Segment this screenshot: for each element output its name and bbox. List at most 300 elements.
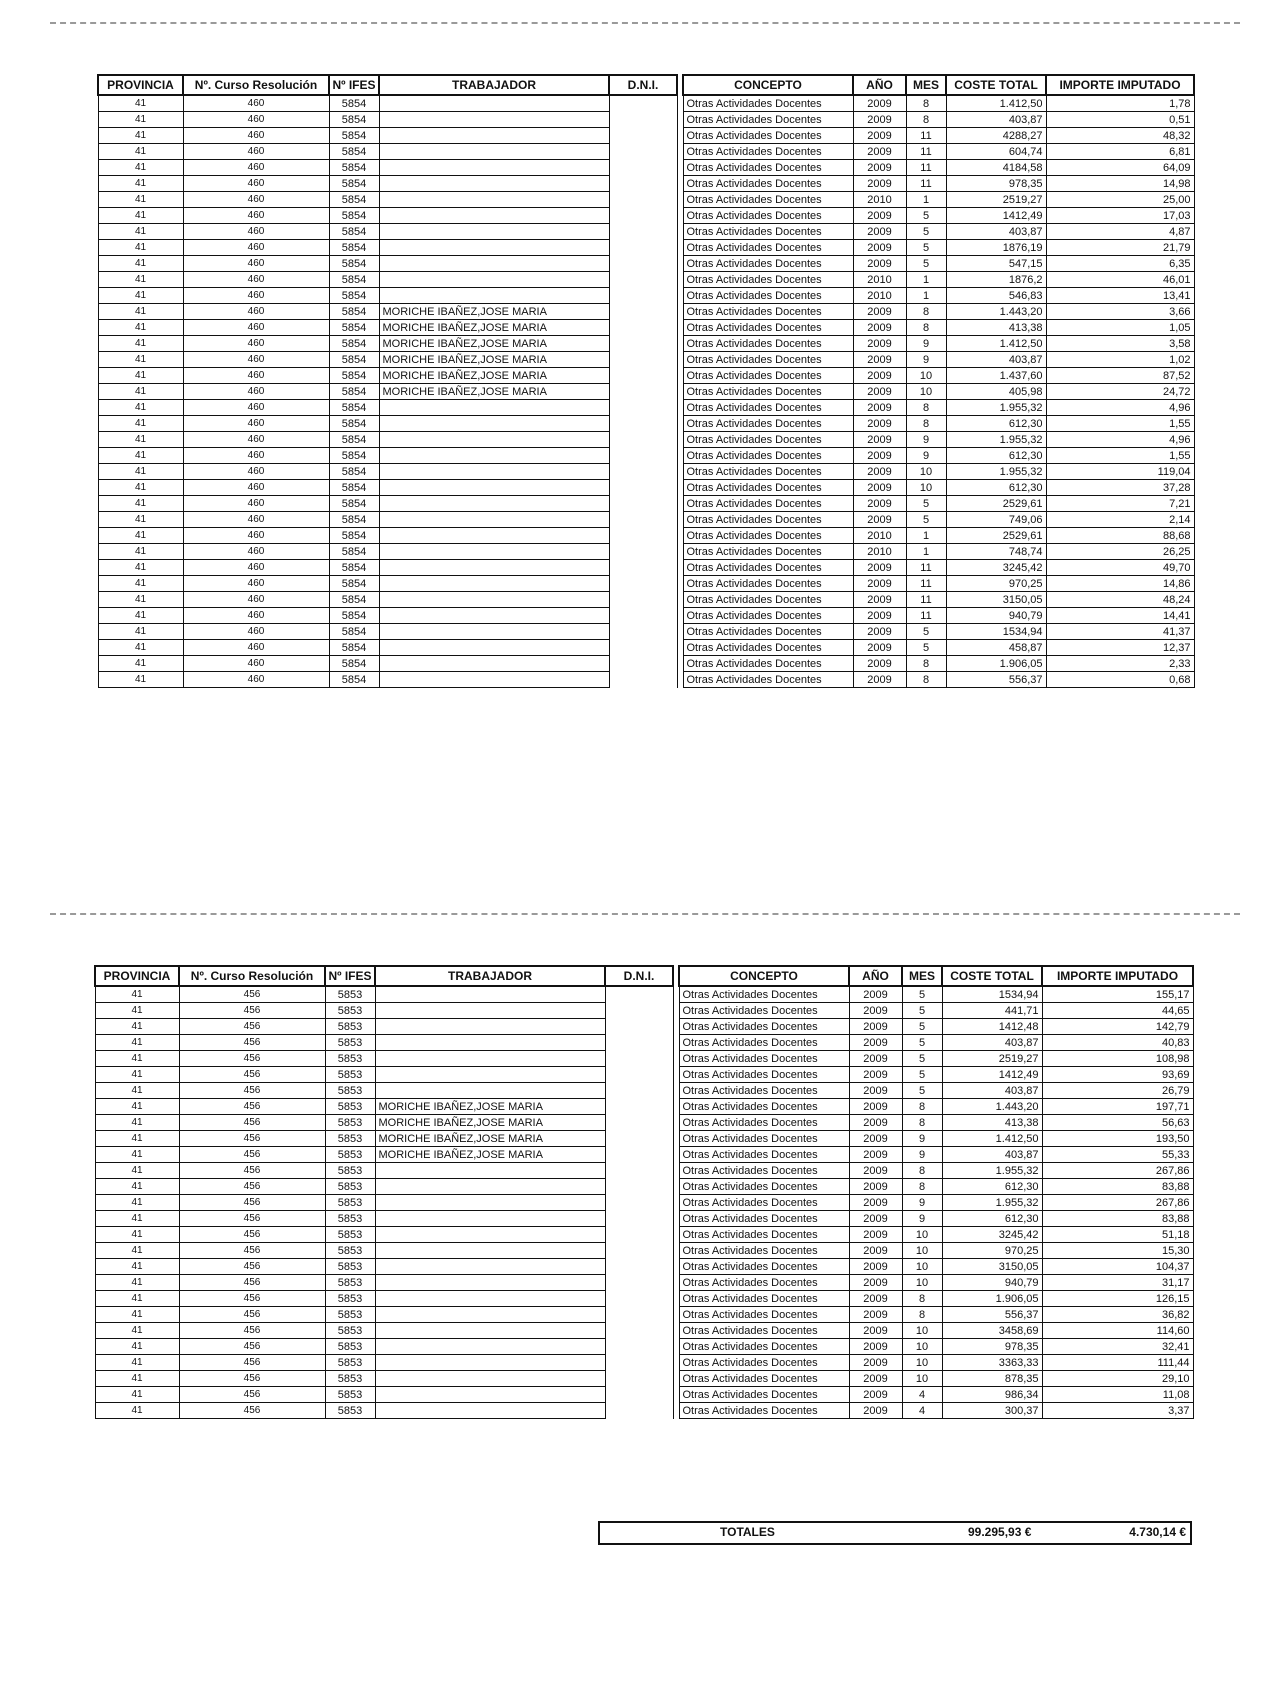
mes-cell: 10 — [906, 480, 946, 496]
curso-cell: 456 — [179, 1211, 325, 1227]
dni-cell — [605, 1115, 673, 1131]
concepto-cell: Otras Actividades Docentes — [679, 1275, 849, 1291]
anio-cell: 2009 — [849, 1195, 902, 1211]
mes-cell: 10 — [902, 1355, 942, 1371]
ifes-cell: 5853 — [325, 1227, 375, 1243]
importe-cell: 14,86 — [1046, 576, 1194, 592]
concepto-cell: Otras Actividades Docentes — [683, 192, 853, 208]
importe-cell: 48,24 — [1046, 592, 1194, 608]
dni-cell — [609, 288, 677, 304]
ifes-cell: 5854 — [329, 160, 379, 176]
concepto-cell: Otras Actividades Docentes — [679, 1099, 849, 1115]
ifes-cell: 5854 — [329, 640, 379, 656]
coste-cell: 878,35 — [942, 1371, 1042, 1387]
importe-cell: 1,55 — [1046, 416, 1194, 432]
curso-cell: 460 — [183, 95, 329, 112]
trabajador-cell — [375, 1019, 605, 1035]
dni-cell — [605, 1227, 673, 1243]
mes-cell: 1 — [906, 272, 946, 288]
curso-cell: 460 — [183, 544, 329, 560]
anio-cell: 2009 — [849, 1387, 902, 1403]
trabajador-cell — [375, 1275, 605, 1291]
mes-cell: 8 — [906, 400, 946, 416]
coste-cell: 3363,33 — [942, 1355, 1042, 1371]
concepto-cell: Otras Actividades Docentes — [679, 1035, 849, 1051]
anio-cell: 2009 — [849, 1259, 902, 1275]
table-row — [95, 1083, 1193, 1099]
anio-cell: 2009 — [853, 640, 906, 656]
coste-cell: 2519,27 — [946, 192, 1046, 208]
curso-cell: 460 — [183, 176, 329, 192]
trabajador-cell — [375, 1051, 605, 1067]
mes-cell: 4 — [902, 1387, 942, 1403]
curso-cell: 460 — [183, 128, 329, 144]
curso-cell: 460 — [183, 240, 329, 256]
dni-cell — [605, 1259, 673, 1275]
ifes-cell: 5853 — [325, 1275, 375, 1291]
curso-cell: 460 — [183, 496, 329, 512]
dni-cell — [609, 656, 677, 672]
coste-cell: 1.955,32 — [946, 464, 1046, 480]
importe-cell: 51,18 — [1042, 1227, 1193, 1243]
table-row — [98, 400, 1194, 416]
totals-coste: 99.295,93 € — [968, 1525, 1032, 1539]
concepto-cell: Otras Actividades Docentes — [679, 1083, 849, 1099]
coste-cell: 2529,61 — [946, 496, 1046, 512]
table-row — [98, 352, 1194, 368]
dni-cell — [605, 1163, 673, 1179]
ifes-cell: 5854 — [329, 528, 379, 544]
dni-cell — [605, 1131, 673, 1147]
provincia-cell: 41 — [98, 336, 183, 352]
trabajador-cell — [375, 1179, 605, 1195]
anio-cell: 2009 — [849, 1179, 902, 1195]
mes-cell: 5 — [906, 512, 946, 528]
totals-label: TOTALES — [720, 1525, 775, 1539]
curso-cell: 456 — [179, 1227, 325, 1243]
col-header-anio: AÑO — [849, 966, 902, 986]
ifes-cell: 5854 — [329, 384, 379, 400]
col-header-trabajador: TRABAJADOR — [375, 966, 605, 986]
provincia-cell: 41 — [95, 1259, 179, 1275]
provincia-cell: 41 — [95, 1099, 179, 1115]
provincia-cell: 41 — [95, 1195, 179, 1211]
coste-cell: 403,87 — [942, 1035, 1042, 1051]
table-row — [95, 1403, 1193, 1419]
provincia-cell: 41 — [95, 1387, 179, 1403]
dni-cell — [609, 512, 677, 528]
dni-cell — [609, 400, 677, 416]
table-row — [95, 1243, 1193, 1259]
table-row — [98, 528, 1194, 544]
dni-cell — [609, 320, 677, 336]
curso-cell: 460 — [183, 336, 329, 352]
table-row — [95, 1131, 1193, 1147]
curso-cell: 460 — [183, 192, 329, 208]
coste-cell: 1412,48 — [942, 1019, 1042, 1035]
concepto-cell: Otras Actividades Docentes — [683, 112, 853, 128]
ifes-cell: 5853 — [325, 1003, 375, 1019]
concepto-cell: Otras Actividades Docentes — [679, 986, 849, 1003]
provincia-cell: 41 — [98, 528, 183, 544]
trabajador-cell: MORICHE IBAÑEZ,JOSE MARIA — [379, 304, 609, 320]
provincia-cell: 41 — [98, 432, 183, 448]
table-row — [98, 624, 1194, 640]
provincia-cell: 41 — [98, 464, 183, 480]
ifes-cell: 5853 — [325, 1147, 375, 1163]
trabajador-cell — [379, 144, 609, 160]
importe-cell: 26,79 — [1042, 1083, 1193, 1099]
totals-importe: 4.730,14 € — [1129, 1525, 1186, 1539]
importe-cell: 142,79 — [1042, 1019, 1193, 1035]
mes-cell: 10 — [906, 464, 946, 480]
provincia-cell: 41 — [98, 656, 183, 672]
dni-cell — [609, 496, 677, 512]
provincia-cell: 41 — [95, 1339, 179, 1355]
table-row — [98, 496, 1194, 512]
table-row — [95, 1259, 1193, 1275]
trabajador-cell — [379, 528, 609, 544]
provincia-cell: 41 — [98, 496, 183, 512]
provincia-cell: 41 — [98, 608, 183, 624]
concepto-cell: Otras Actividades Docentes — [683, 464, 853, 480]
dni-cell — [605, 1067, 673, 1083]
col-header-importe: IMPORTE IMPUTADO — [1046, 75, 1194, 95]
anio-cell: 2010 — [853, 544, 906, 560]
provincia-cell: 41 — [98, 400, 183, 416]
dni-cell — [609, 160, 677, 176]
mes-cell: 10 — [902, 1323, 942, 1339]
coste-cell: 403,87 — [942, 1083, 1042, 1099]
importe-cell: 4,96 — [1046, 400, 1194, 416]
mes-cell: 10 — [902, 1371, 942, 1387]
table-row — [98, 592, 1194, 608]
importe-cell: 24,72 — [1046, 384, 1194, 400]
concepto-cell: Otras Actividades Docentes — [683, 320, 853, 336]
table-row — [95, 1387, 1193, 1403]
curso-cell: 460 — [183, 464, 329, 480]
importe-cell: 14,41 — [1046, 608, 1194, 624]
col-header-ifes: Nº IFES — [325, 966, 375, 986]
dni-cell — [609, 256, 677, 272]
table-row — [98, 336, 1194, 352]
provincia-cell: 41 — [95, 1243, 179, 1259]
ifes-cell: 5854 — [329, 224, 379, 240]
importe-cell: 13,41 — [1046, 288, 1194, 304]
concepto-cell: Otras Actividades Docentes — [683, 480, 853, 496]
mes-cell: 8 — [902, 1115, 942, 1131]
concepto-cell: Otras Actividades Docentes — [683, 288, 853, 304]
col-header-coste: COSTE TOTAL — [942, 966, 1042, 986]
mes-cell: 8 — [906, 656, 946, 672]
dni-cell — [609, 304, 677, 320]
anio-cell: 2009 — [853, 592, 906, 608]
curso-cell: 460 — [183, 448, 329, 464]
table-row — [98, 464, 1194, 480]
ifes-cell: 5854 — [329, 592, 379, 608]
curso-cell: 460 — [183, 528, 329, 544]
mes-cell: 11 — [906, 560, 946, 576]
importe-cell: 37,28 — [1046, 480, 1194, 496]
importe-cell: 7,21 — [1046, 496, 1194, 512]
col-header-curso: Nº. Curso Resolución — [179, 966, 325, 986]
trabajador-cell: MORICHE IBAÑEZ,JOSE MARIA — [375, 1131, 605, 1147]
trabajador-cell — [375, 1163, 605, 1179]
mes-cell: 9 — [902, 1211, 942, 1227]
ifes-cell: 5854 — [329, 240, 379, 256]
importe-cell: 267,86 — [1042, 1195, 1193, 1211]
dni-cell — [609, 448, 677, 464]
anio-cell: 2009 — [853, 464, 906, 480]
table-row — [98, 448, 1194, 464]
ifes-cell: 5854 — [329, 352, 379, 368]
importe-cell: 193,50 — [1042, 1131, 1193, 1147]
anio-cell: 2009 — [853, 448, 906, 464]
dni-cell — [609, 336, 677, 352]
importe-cell: 36,82 — [1042, 1307, 1193, 1323]
mes-cell: 5 — [902, 986, 942, 1003]
importe-cell: 46,01 — [1046, 272, 1194, 288]
ifes-cell: 5854 — [329, 208, 379, 224]
trabajador-cell — [379, 592, 609, 608]
trabajador-cell — [375, 1323, 605, 1339]
curso-cell: 456 — [179, 1051, 325, 1067]
mes-cell: 10 — [906, 368, 946, 384]
provincia-cell: 41 — [98, 384, 183, 400]
ifes-cell: 5853 — [325, 1371, 375, 1387]
ifes-cell: 5854 — [329, 624, 379, 640]
dni-cell — [605, 1355, 673, 1371]
provincia-cell: 41 — [98, 320, 183, 336]
mes-cell: 9 — [902, 1147, 942, 1163]
importe-cell: 26,25 — [1046, 544, 1194, 560]
trabajador-cell: MORICHE IBAÑEZ,JOSE MARIA — [375, 1147, 605, 1163]
col-header-provincia: PROVINCIA — [95, 966, 179, 986]
anio-cell: 2009 — [853, 128, 906, 144]
coste-cell: 1.412,50 — [942, 1131, 1042, 1147]
ifes-cell: 5853 — [325, 1051, 375, 1067]
curso-cell: 456 — [179, 1083, 325, 1099]
scan-dashed-line-top — [50, 22, 1240, 24]
coste-cell: 940,79 — [946, 608, 1046, 624]
importe-cell: 104,37 — [1042, 1259, 1193, 1275]
concepto-cell: Otras Actividades Docentes — [683, 272, 853, 288]
table-row — [98, 656, 1194, 672]
table-row — [95, 1227, 1193, 1243]
concepto-cell: Otras Actividades Docentes — [679, 1355, 849, 1371]
coste-cell: 940,79 — [942, 1275, 1042, 1291]
anio-cell: 2009 — [849, 1003, 902, 1019]
dni-cell — [609, 528, 677, 544]
anio-cell: 2009 — [849, 1355, 902, 1371]
curso-cell: 456 — [179, 1275, 325, 1291]
col-header-mes: MES — [906, 75, 946, 95]
anio-cell: 2009 — [853, 304, 906, 320]
ifes-cell: 5854 — [329, 656, 379, 672]
table-row — [95, 1051, 1193, 1067]
mes-cell: 5 — [906, 640, 946, 656]
trabajador-cell — [379, 624, 609, 640]
trabajador-cell — [375, 1259, 605, 1275]
trabajador-cell — [379, 656, 609, 672]
ifes-cell: 5853 — [325, 1291, 375, 1307]
provincia-cell: 41 — [98, 544, 183, 560]
coste-cell: 1412,49 — [946, 208, 1046, 224]
mes-cell: 1 — [906, 288, 946, 304]
importe-cell: 1,78 — [1046, 95, 1194, 112]
mes-cell: 11 — [906, 608, 946, 624]
trabajador-cell — [375, 1003, 605, 1019]
provincia-cell: 41 — [98, 240, 183, 256]
ifes-cell: 5853 — [325, 1259, 375, 1275]
anio-cell: 2009 — [853, 144, 906, 160]
ifes-cell: 5853 — [325, 1115, 375, 1131]
mes-cell: 8 — [906, 95, 946, 112]
ifes-cell: 5853 — [325, 1163, 375, 1179]
imputation-table-1 — [97, 74, 1195, 688]
ifes-cell: 5853 — [325, 1195, 375, 1211]
curso-cell: 460 — [183, 320, 329, 336]
provincia-cell: 41 — [98, 448, 183, 464]
coste-cell: 1.412,50 — [946, 95, 1046, 112]
trabajador-cell — [379, 640, 609, 656]
header-row — [95, 966, 1193, 986]
table-row — [98, 416, 1194, 432]
dni-cell — [609, 560, 677, 576]
dni-cell — [609, 95, 677, 112]
provincia-cell: 41 — [95, 1179, 179, 1195]
anio-cell: 2009 — [853, 400, 906, 416]
concepto-cell: Otras Actividades Docentes — [683, 448, 853, 464]
curso-cell: 456 — [179, 1099, 325, 1115]
trabajador-cell — [375, 1387, 605, 1403]
coste-cell: 405,98 — [946, 384, 1046, 400]
dni-cell — [609, 672, 677, 688]
ifes-cell: 5854 — [329, 672, 379, 688]
importe-cell: 3,58 — [1046, 336, 1194, 352]
importe-cell: 32,41 — [1042, 1339, 1193, 1355]
importe-cell: 21,79 — [1046, 240, 1194, 256]
dni-cell — [605, 1403, 673, 1419]
ifes-cell: 5854 — [329, 496, 379, 512]
scan-dashed-line-middle — [50, 913, 1240, 915]
importe-cell: 17,03 — [1046, 208, 1194, 224]
coste-cell: 1.955,32 — [946, 400, 1046, 416]
provincia-cell: 41 — [95, 1115, 179, 1131]
trabajador-cell: MORICHE IBAÑEZ,JOSE MARIA — [379, 384, 609, 400]
dni-cell — [605, 1147, 673, 1163]
importe-cell: 15,30 — [1042, 1243, 1193, 1259]
coste-cell: 403,87 — [946, 112, 1046, 128]
coste-cell: 1.955,32 — [946, 432, 1046, 448]
table-row — [98, 112, 1194, 128]
curso-cell: 460 — [183, 640, 329, 656]
provincia-cell: 41 — [98, 128, 183, 144]
concepto-cell: Otras Actividades Docentes — [679, 1211, 849, 1227]
coste-cell: 1.437,60 — [946, 368, 1046, 384]
anio-cell: 2009 — [853, 208, 906, 224]
anio-cell: 2009 — [849, 1067, 902, 1083]
trabajador-cell — [379, 496, 609, 512]
importe-cell: 83,88 — [1042, 1211, 1193, 1227]
mes-cell: 5 — [902, 1051, 942, 1067]
dni-cell — [609, 176, 677, 192]
coste-cell: 4184,58 — [946, 160, 1046, 176]
curso-cell: 456 — [179, 1019, 325, 1035]
trabajador-cell — [379, 272, 609, 288]
ifes-cell: 5854 — [329, 432, 379, 448]
coste-cell: 612,30 — [942, 1179, 1042, 1195]
anio-cell: 2009 — [849, 986, 902, 1003]
anio-cell: 2009 — [853, 624, 906, 640]
curso-cell: 460 — [183, 432, 329, 448]
anio-cell: 2009 — [853, 432, 906, 448]
trabajador-cell — [379, 112, 609, 128]
trabajador-cell — [379, 160, 609, 176]
table-row — [95, 1115, 1193, 1131]
table-row — [95, 1035, 1193, 1051]
table-row — [95, 1355, 1193, 1371]
mes-cell: 1 — [906, 544, 946, 560]
concepto-cell: Otras Actividades Docentes — [683, 128, 853, 144]
mes-cell: 10 — [902, 1227, 942, 1243]
concepto-cell: Otras Actividades Docentes — [679, 1307, 849, 1323]
ifes-cell: 5854 — [329, 368, 379, 384]
totals-box — [598, 1521, 1192, 1545]
importe-cell: 31,17 — [1042, 1275, 1193, 1291]
anio-cell: 2010 — [853, 272, 906, 288]
dni-cell — [605, 1323, 673, 1339]
coste-cell: 300,37 — [942, 1403, 1042, 1419]
dni-cell — [609, 208, 677, 224]
importe-cell: 155,17 — [1042, 986, 1193, 1003]
trabajador-cell — [379, 512, 609, 528]
trabajador-cell — [375, 1227, 605, 1243]
trabajador-cell — [379, 560, 609, 576]
mes-cell: 5 — [906, 240, 946, 256]
coste-cell: 556,37 — [942, 1307, 1042, 1323]
table-row — [98, 512, 1194, 528]
mes-cell: 9 — [906, 448, 946, 464]
ifes-cell: 5854 — [329, 512, 379, 528]
table-row — [98, 672, 1194, 688]
dni-cell — [609, 432, 677, 448]
importe-cell: 267,86 — [1042, 1163, 1193, 1179]
anio-cell: 2009 — [849, 1291, 902, 1307]
anio-cell: 2009 — [853, 560, 906, 576]
concepto-cell: Otras Actividades Docentes — [679, 1003, 849, 1019]
anio-cell: 2009 — [849, 1131, 902, 1147]
mes-cell: 11 — [906, 576, 946, 592]
importe-cell: 44,65 — [1042, 1003, 1193, 1019]
ifes-cell: 5854 — [329, 256, 379, 272]
curso-cell: 456 — [179, 1243, 325, 1259]
coste-cell: 3150,05 — [942, 1259, 1042, 1275]
dni-cell — [609, 544, 677, 560]
anio-cell: 2009 — [853, 416, 906, 432]
ifes-cell: 5853 — [325, 1179, 375, 1195]
table-row — [95, 1307, 1193, 1323]
importe-cell: 14,98 — [1046, 176, 1194, 192]
coste-cell: 546,83 — [946, 288, 1046, 304]
mes-cell: 9 — [902, 1195, 942, 1211]
anio-cell: 2009 — [853, 384, 906, 400]
coste-cell: 1.412,50 — [946, 336, 1046, 352]
anio-cell: 2009 — [853, 112, 906, 128]
coste-cell: 986,34 — [942, 1387, 1042, 1403]
dni-cell — [605, 1179, 673, 1195]
anio-cell: 2009 — [853, 512, 906, 528]
